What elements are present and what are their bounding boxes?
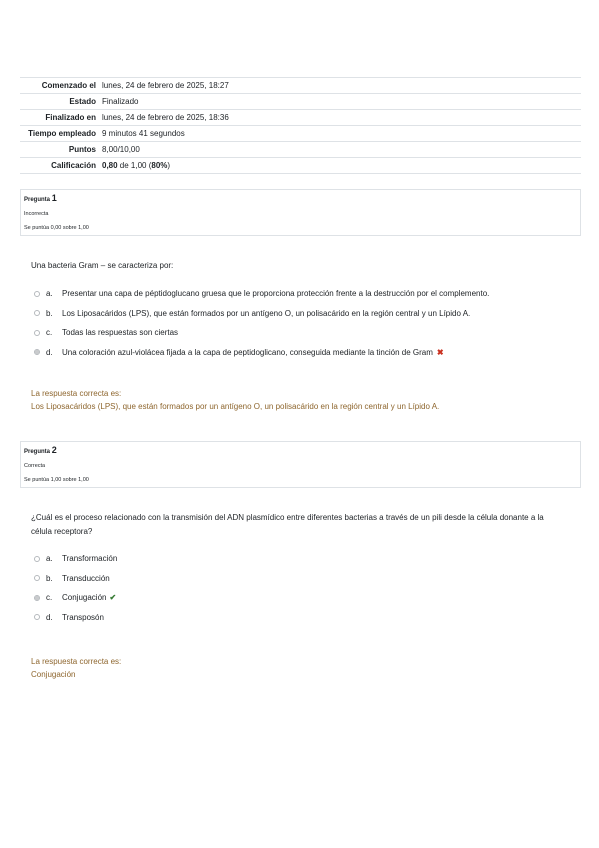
summary-value: lunes, 24 de febrero de 2025, 18:36 xyxy=(102,113,229,122)
summary-label: Comenzado el xyxy=(41,81,96,90)
summary-label: Puntos xyxy=(68,145,96,154)
feedback-answer: Los Liposacáridos (LPS), que están formados por un antígeno O, un polisacárido en la región central y un Lípido A. xyxy=(31,402,440,411)
answer-letter: b. xyxy=(46,308,53,318)
summary-row-finished xyxy=(20,110,581,126)
question-text-1: Una bacteria Gram – se caracteriza por: xyxy=(31,261,174,270)
summary-value: 9 minutos 41 segundos xyxy=(102,129,185,138)
correct-check-icon: ✔ xyxy=(109,593,117,603)
answer-text: Transducción xyxy=(62,573,110,583)
question-grade: Se puntúa 1,00 sobre 1,00 xyxy=(24,477,89,483)
summary-row-grade xyxy=(20,158,581,174)
answer-letter: c. xyxy=(46,328,53,338)
answer-option-b[interactable] xyxy=(34,304,574,324)
feedback-answer: Conjugación xyxy=(31,670,76,679)
grade-max: de 1,00 ( xyxy=(117,161,152,170)
answer-letter: c. xyxy=(46,593,53,603)
attempt-summary-table xyxy=(20,77,581,174)
summary-value xyxy=(102,158,581,173)
answer-option-a[interactable] xyxy=(34,284,574,304)
question-grade: Se puntúa 0,00 sobre 1,00 xyxy=(24,225,89,231)
summary-row-started xyxy=(20,78,581,94)
summary-value: Finalizado xyxy=(102,97,139,106)
answer-letter: d. xyxy=(46,612,53,622)
summary-value: 8,00/10,00 xyxy=(102,145,140,154)
answer-option-b[interactable] xyxy=(34,569,574,589)
question-label: Pregunta xyxy=(24,197,51,203)
question-text-2: ¿Cuál es el proceso relacionado con la transmisión del ADN plasmídico entre diferentes bacterias a través de un pili desde la célula donante a la célula receptora? xyxy=(31,513,544,536)
answer-text: Presentar una capa de péptidoglucano gruesa que le proporciona protección frente a la destrucción por el complemento. xyxy=(62,289,490,299)
answer-option-c[interactable] xyxy=(34,323,574,343)
question-state: Incorrecta xyxy=(24,211,49,217)
grade-percent: 80% xyxy=(151,161,168,170)
incorrect-icon: ✖ xyxy=(436,347,444,357)
grade-value: 0,80 xyxy=(102,161,118,170)
answer-text: Todas las respuestas son ciertas xyxy=(62,328,179,338)
answer-text: Transposón xyxy=(62,612,104,622)
answer-list-2 xyxy=(34,549,574,627)
radio-button[interactable] xyxy=(34,330,40,336)
answer-letter: a. xyxy=(46,289,53,299)
summary-label: Calificación xyxy=(51,161,96,170)
radio-button[interactable] xyxy=(34,575,40,581)
answer-letter: d. xyxy=(46,347,53,357)
answer-option-c[interactable] xyxy=(34,588,574,608)
question-info-2 xyxy=(20,441,581,488)
radio-button[interactable] xyxy=(34,291,40,297)
answer-text: Los Liposacáridos (LPS), que están formados por un antígeno O, un polisacárido en la región central y un Lípido A. xyxy=(62,308,471,318)
question-number-value: 2 xyxy=(51,445,57,455)
radio-button-selected[interactable] xyxy=(34,595,40,601)
answer-list-1 xyxy=(34,284,574,362)
answer-letter: a. xyxy=(46,554,53,564)
answer-text: Una coloración azul-violácea fijada a la capa de peptidoglicano, conseguida mediante la tinción de Gram xyxy=(62,347,433,357)
answer-option-d[interactable] xyxy=(34,608,574,628)
radio-button[interactable] xyxy=(34,310,40,316)
radio-button[interactable] xyxy=(34,556,40,562)
summary-label: Estado xyxy=(69,97,96,106)
question-number xyxy=(24,446,577,456)
summary-label: Tiempo empleado xyxy=(28,129,96,138)
grade-close: ) xyxy=(167,161,171,170)
answer-letter: b. xyxy=(46,573,53,583)
answer-text: Transformación xyxy=(62,554,118,564)
summary-row-state xyxy=(20,94,581,110)
feedback-label: La respuesta correcta es: xyxy=(31,657,122,666)
feedback-2 xyxy=(31,655,571,681)
radio-button[interactable] xyxy=(34,614,40,620)
question-info-1 xyxy=(20,189,581,236)
radio-button-selected[interactable] xyxy=(34,349,40,355)
feedback-1 xyxy=(31,387,571,413)
summary-row-time xyxy=(20,126,581,142)
question-number xyxy=(24,194,577,204)
answer-option-a[interactable] xyxy=(34,549,574,569)
summary-row-points xyxy=(20,142,581,158)
answer-option-d[interactable] xyxy=(34,343,574,363)
feedback-label: La respuesta correcta es: xyxy=(31,389,122,398)
question-number-value: 1 xyxy=(51,193,57,203)
summary-value: lunes, 24 de febrero de 2025, 18:27 xyxy=(102,81,229,90)
summary-label: Finalizado en xyxy=(45,113,96,122)
question-state: Correcta xyxy=(24,463,46,469)
answer-text: Conjugación xyxy=(62,593,107,603)
question-label: Pregunta xyxy=(24,449,51,455)
